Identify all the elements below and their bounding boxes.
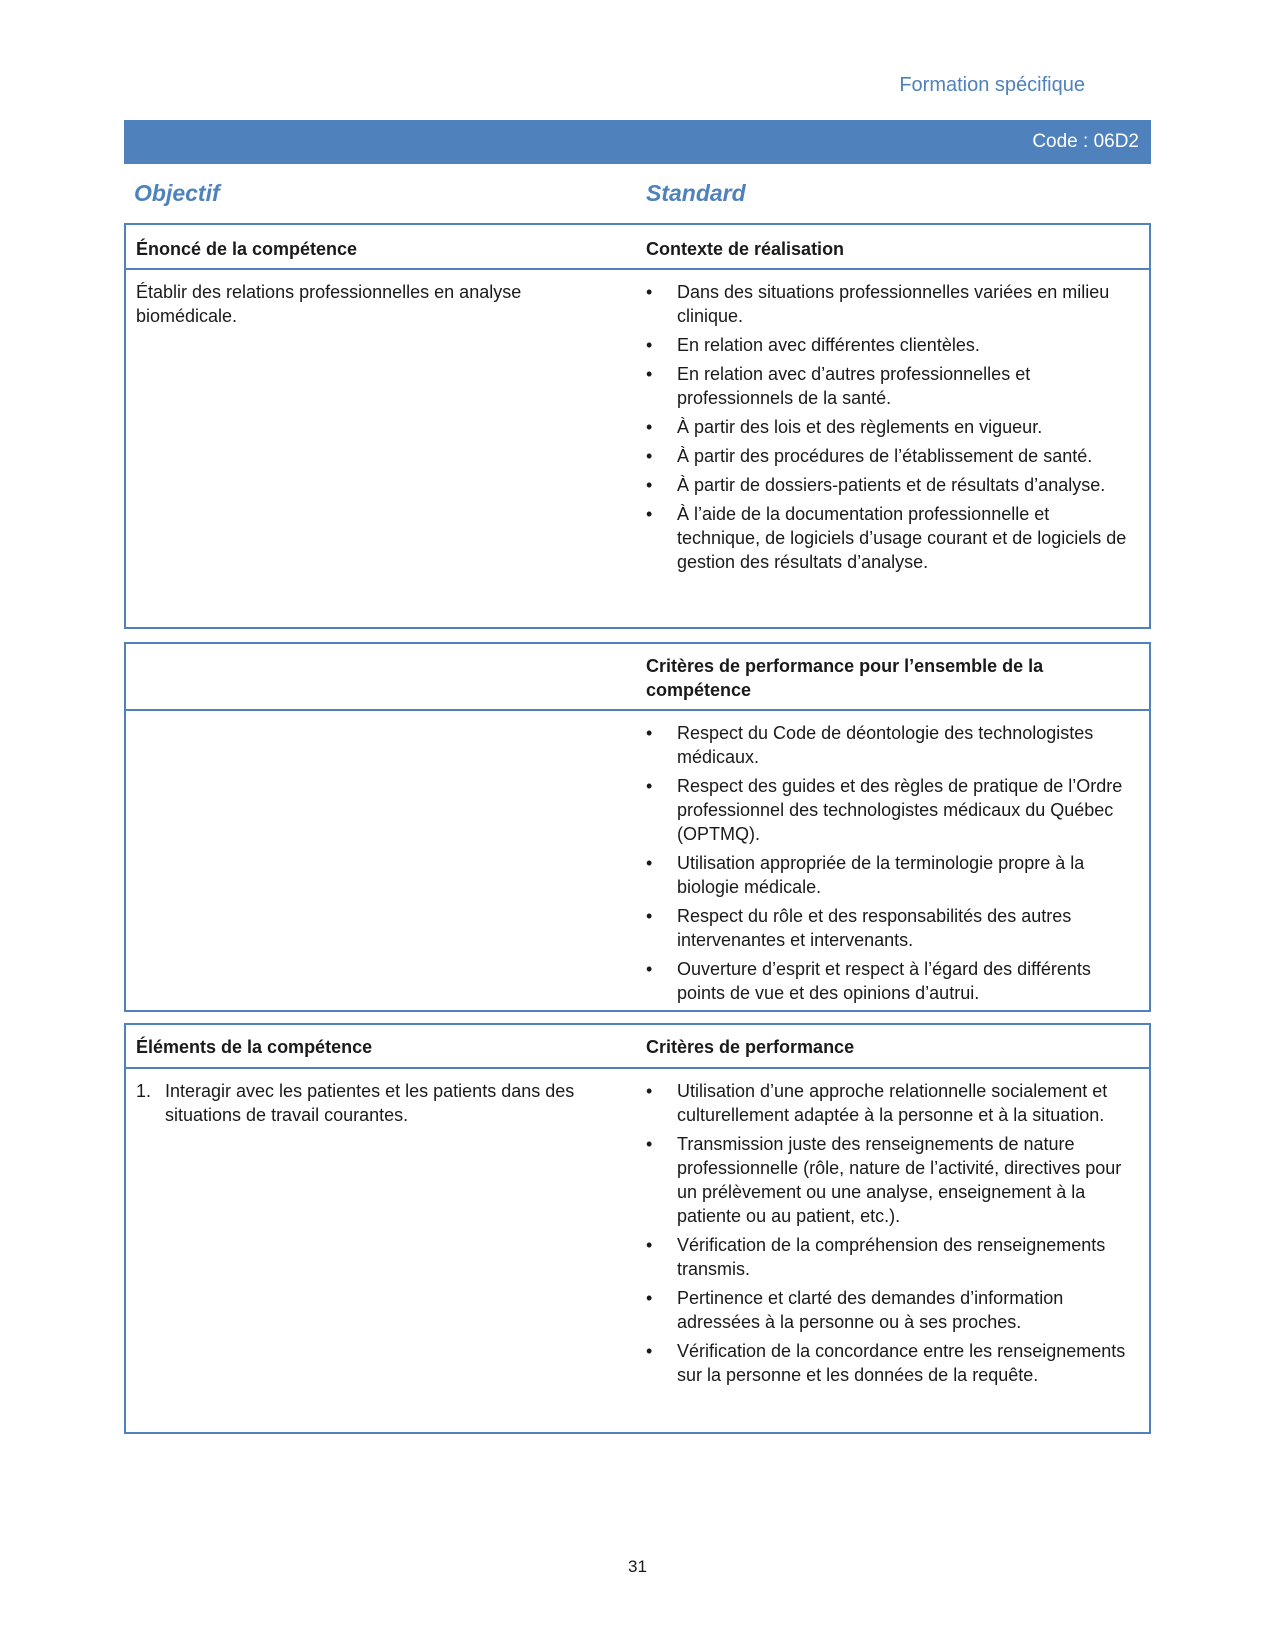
element-number: 1. bbox=[136, 1081, 152, 1101]
overall-criteria-item: • Utilisation appropriée de la terminologie propre à la biologie médicale. bbox=[646, 851, 1136, 899]
element-criteria-list bbox=[646, 1079, 1136, 1387]
context-item: • Dans des situations professionnelles variées en milieu clinique. bbox=[646, 280, 1136, 328]
performance-criteria-item: • Utilisation d’une approche relationnelle socialement et culturellement adaptée à la personne et à la situation. bbox=[646, 1079, 1136, 1127]
elements-heading: Éléments de la compétence bbox=[136, 1037, 373, 1057]
context-heading: Contexte de réalisation bbox=[646, 239, 845, 259]
context-list bbox=[646, 280, 1136, 574]
element-item bbox=[136, 1079, 591, 1127]
overall-criteria-list bbox=[646, 721, 1136, 1005]
performance-criteria-item: • Vérification de la compréhension des renseignements transmis. bbox=[646, 1233, 1136, 1281]
performance-criteria-heading: Critères de performance bbox=[646, 1037, 855, 1057]
overall-criteria-wrap bbox=[646, 721, 1136, 1010]
box-header bbox=[126, 644, 1149, 711]
overall-criteria-item: • Respect des guides et des règles de pratique de l’Ordre professionnel des technologistes médicaux du Québec (OPTMQ). bbox=[646, 774, 1136, 846]
elements-box bbox=[124, 1023, 1151, 1434]
element-text: Interagir avec les patientes et les patients dans des situations de travail courantes. bbox=[165, 1081, 575, 1125]
context-item: • À partir des lois et des règlements en vigueur. bbox=[646, 415, 1136, 439]
page-number: 31 bbox=[628, 1557, 647, 1576]
statement-heading: Énoncé de la compétence bbox=[136, 239, 358, 259]
element-criteria-wrap bbox=[646, 1079, 1136, 1392]
competency-statement-box bbox=[124, 223, 1151, 629]
objective-heading: Objectif bbox=[134, 180, 220, 206]
competency-code: Code : 06D2 bbox=[1032, 131, 1139, 152]
context-item: • À partir de dossiers-patients et de résultats d’analyse. bbox=[646, 473, 1136, 497]
context-item: • En relation avec différentes clientèles. bbox=[646, 333, 1136, 357]
overall-criteria-box bbox=[124, 642, 1151, 1012]
context-list-wrap bbox=[646, 280, 1136, 579]
standard-heading: Standard bbox=[646, 180, 746, 206]
context-item: • En relation avec d’autres professionnelles et professionnels de la santé. bbox=[646, 362, 1136, 410]
code-band bbox=[124, 120, 1151, 164]
performance-criteria-item: • Pertinence et clarté des demandes d’information adressées à la personne ou à ses proches. bbox=[646, 1286, 1136, 1334]
context-item: • À l’aide de la documentation professionnelle et technique, de logiciels d’usage courant et de logiciels de gestion des résultats d’analyse. bbox=[646, 502, 1136, 574]
performance-criteria-item: • Transmission juste des renseignements de nature professionnelle (rôle, nature de l’activité, directives pour un prélèvement ou une analyse, enseignement à la patiente ou au patient, etc.). bbox=[646, 1132, 1136, 1228]
overall-criteria-heading: Critères de performance pour l’ensemble de la compétence bbox=[646, 656, 1044, 700]
overall-criteria-item: • Respect du rôle et des responsabilités des autres intervenantes et intervenants. bbox=[646, 904, 1136, 952]
box-header bbox=[126, 1025, 1149, 1069]
competency-statement: Établir des relations professionnelles en analyse biomédicale. bbox=[136, 282, 522, 326]
program-title: Formation spécifique bbox=[899, 74, 1085, 96]
overall-criteria-item: • Ouverture d’esprit et respect à l’égard des différents points de vue et des opinions d’autrui. bbox=[646, 957, 1136, 1005]
box-header bbox=[126, 225, 1149, 270]
context-item: • À partir des procédures de l’établissement de santé. bbox=[646, 444, 1136, 468]
performance-criteria-item: • Vérification de la concordance entre les renseignements sur la personne et les données de la requête. bbox=[646, 1339, 1136, 1387]
overall-criteria-item: • Respect du Code de déontologie des technologistes médicaux. bbox=[646, 721, 1136, 769]
section-headings bbox=[124, 180, 1151, 210]
